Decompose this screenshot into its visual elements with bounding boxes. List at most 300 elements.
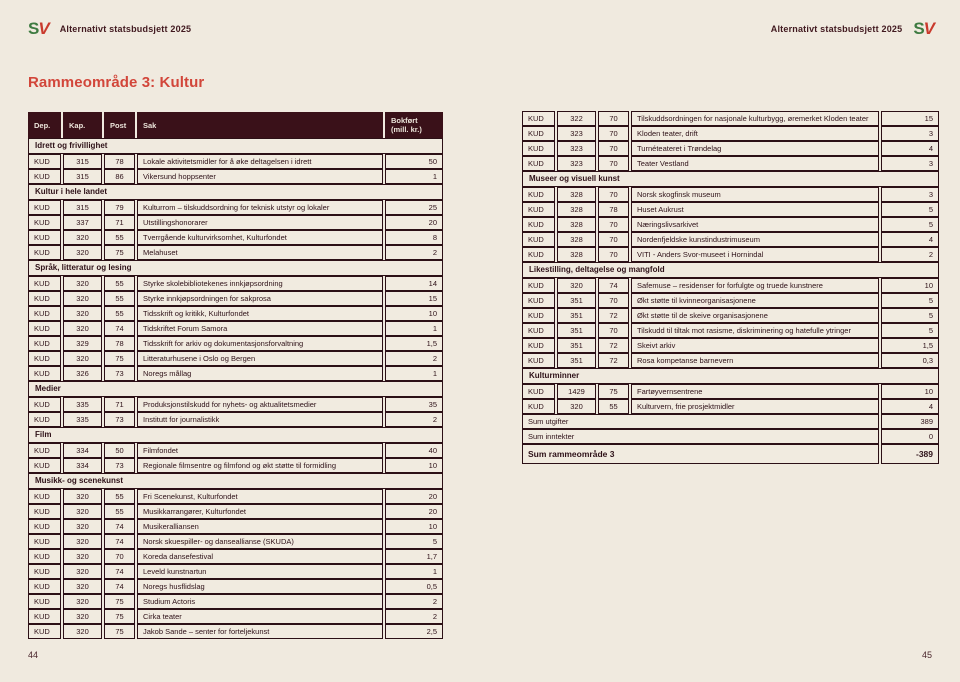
document-header-title: Alternativt statsbudsjett 2025 — [770, 23, 903, 34]
cell-value: 2 — [385, 594, 443, 609]
cell-post: 72 — [598, 353, 629, 368]
cell-kap: 351 — [557, 353, 596, 368]
cell-dep: KUD — [522, 126, 555, 141]
cell-post: 71 — [104, 215, 135, 230]
cell-sak: Turnéteateret i Trøndelag — [631, 141, 879, 156]
cell-dep: KUD — [522, 217, 555, 232]
cell-dep: KUD — [28, 397, 61, 412]
cell-kap: 320 — [63, 351, 102, 366]
cell-post: 70 — [598, 141, 629, 156]
budget-row — [522, 156, 939, 171]
cell-dep: KUD — [522, 141, 555, 156]
cell-post: 75 — [104, 245, 135, 260]
cell-kap: 320 — [63, 519, 102, 534]
budget-row — [522, 353, 939, 368]
sv-logo — [28, 20, 49, 37]
cell-value: 1 — [385, 169, 443, 184]
cell-sak: Utstillingshonorarer — [137, 215, 383, 230]
budget-table-body-right — [522, 111, 939, 464]
cell-value: 10 — [385, 519, 443, 534]
budget-row — [28, 397, 443, 412]
cell-post: 71 — [104, 397, 135, 412]
cell-sak: Fri Scenekunst, Kulturfondet — [137, 489, 383, 504]
cell-sak: Noregs mållag — [137, 366, 383, 381]
cell-kap: 334 — [63, 458, 102, 473]
cell-sak: Leveld kunstnartun — [137, 564, 383, 579]
section-label: Medier — [28, 381, 443, 397]
cell-sak: Økt støtte til kvinneorganisasjonene — [631, 293, 879, 308]
cell-kap: 320 — [557, 399, 596, 414]
budget-table-page-45 — [520, 111, 941, 464]
cell-kap: 320 — [63, 594, 102, 609]
cell-kap: 320 — [63, 534, 102, 549]
cell-kap: 1429 — [557, 384, 596, 399]
cell-sak: Kulturvern, frie prosjektmidler — [631, 399, 879, 414]
cell-dep: KUD — [28, 351, 61, 366]
cell-dep: KUD — [28, 549, 61, 564]
cell-value: 0,3 — [881, 353, 939, 368]
budget-row — [28, 504, 443, 519]
budget-row — [28, 564, 443, 579]
cell-post: 78 — [104, 154, 135, 169]
cell-dep: KUD — [28, 534, 61, 549]
budget-row — [28, 458, 443, 473]
cell-dep: KUD — [28, 504, 61, 519]
budget-row — [28, 443, 443, 458]
cell-sak: Tidsskrift og kritikk, Kulturfondet — [137, 306, 383, 321]
cell-kap: 335 — [63, 412, 102, 427]
cell-post: 70 — [598, 217, 629, 232]
cell-dep: KUD — [28, 624, 61, 639]
cell-post: 55 — [598, 399, 629, 414]
budget-row — [28, 306, 443, 321]
cell-post: 70 — [598, 323, 629, 338]
sv-logo-letter-v: V — [923, 19, 934, 38]
cell-post: 70 — [104, 549, 135, 564]
cell-dep: KUD — [28, 412, 61, 427]
section-row — [28, 473, 443, 489]
cell-sak: Styrke skolebibliotekenes innkjøpsordning — [137, 276, 383, 291]
cell-post: 50 — [104, 443, 135, 458]
cell-post: 75 — [104, 351, 135, 366]
cell-sak: Tverrgående kulturvirksomhet, Kulturfondet — [137, 230, 383, 245]
section-label: Kultur i hele landet — [28, 184, 443, 200]
budget-row — [28, 489, 443, 504]
budget-row — [522, 399, 939, 414]
budget-table-body-left — [28, 138, 443, 639]
cell-post: 55 — [104, 504, 135, 519]
budget-row — [28, 154, 443, 169]
cell-kap: 320 — [63, 564, 102, 579]
cell-sak: Safemuse – residenser for forfulgte og truede kunstnere — [631, 278, 879, 293]
cell-dep: KUD — [28, 321, 61, 336]
budget-row — [28, 351, 443, 366]
cell-sak: Melahuset — [137, 245, 383, 260]
budget-row — [522, 247, 939, 262]
cell-value: 1 — [385, 564, 443, 579]
budget-row — [522, 126, 939, 141]
cell-dep: KUD — [28, 245, 61, 260]
budget-row — [28, 366, 443, 381]
header-row — [28, 112, 443, 138]
page-number-left: 44 — [28, 650, 39, 660]
cell-dep: KUD — [28, 169, 61, 184]
cell-post: 73 — [104, 366, 135, 381]
sv-logo-letter-s: S — [28, 19, 39, 38]
cell-dep: KUD — [28, 154, 61, 169]
cell-sak: Tilskudd til tiltak mot rasisme, diskriminering og hatefulle ytringer — [631, 323, 879, 338]
cell-post: 73 — [104, 412, 135, 427]
cell-kap: 320 — [63, 549, 102, 564]
cell-sak: Lokale aktivitetsmidler for å øke deltagelsen i idrett — [137, 154, 383, 169]
cell-value: 5 — [881, 323, 939, 338]
cell-value: 5 — [385, 534, 443, 549]
budget-row — [522, 187, 939, 202]
cell-kap: 320 — [63, 230, 102, 245]
sv-logo — [913, 20, 934, 37]
cell-sak: Tilskuddsordningen for nasjonale kulturbygg, øremerket Kloden teater — [631, 111, 879, 126]
budget-row — [522, 232, 939, 247]
budget-row — [522, 278, 939, 293]
cell-kap: 320 — [63, 276, 102, 291]
budget-table-page-44 — [26, 112, 445, 639]
cell-value: 2 — [881, 247, 939, 262]
section-label: Likestilling, deltagelse og mangfold — [522, 262, 939, 278]
cell-value: 5 — [881, 202, 939, 217]
cell-value: 10 — [881, 384, 939, 399]
cell-dep: KUD — [522, 323, 555, 338]
cell-dep: KUD — [28, 336, 61, 351]
section-label: Museer og visuell kunst — [522, 171, 939, 187]
cell-value: 2 — [385, 412, 443, 427]
document-header-title: Alternativt statsbudsjett 2025 — [59, 23, 192, 34]
cell-dep: KUD — [28, 519, 61, 534]
cell-sak: Musikeralliansen — [137, 519, 383, 534]
cell-value: 8 — [385, 230, 443, 245]
cell-value: 50 — [385, 154, 443, 169]
page-header-left — [28, 20, 191, 37]
budget-row — [522, 141, 939, 156]
cell-sak: Norsk skogfinsk museum — [631, 187, 879, 202]
cell-sak: Teater Vestland — [631, 156, 879, 171]
cell-post: 75 — [104, 609, 135, 624]
budget-row — [28, 549, 443, 564]
budget-row — [28, 609, 443, 624]
cell-value: 5 — [881, 293, 939, 308]
cell-sak: Produksjonstilskudd for nyhets- og aktualitetsmedier — [137, 397, 383, 412]
cell-value: 10 — [385, 306, 443, 321]
sum-label: Sum rammeområde 3 — [522, 444, 879, 464]
cell-value: 3 — [881, 187, 939, 202]
cell-kap: 320 — [63, 291, 102, 306]
col-header-bokfort — [385, 112, 443, 138]
section-row — [28, 184, 443, 200]
budget-row — [28, 519, 443, 534]
cell-value: 4 — [881, 232, 939, 247]
budget-row — [28, 215, 443, 230]
cell-dep: KUD — [28, 609, 61, 624]
budget-row — [522, 308, 939, 323]
cell-value: 2 — [385, 351, 443, 366]
cell-post: 73 — [104, 458, 135, 473]
cell-post: 72 — [598, 308, 629, 323]
budget-row — [28, 230, 443, 245]
budget-row — [522, 217, 939, 232]
cell-post: 70 — [598, 232, 629, 247]
cell-post: 78 — [104, 336, 135, 351]
section-row — [28, 138, 443, 154]
cell-sak: Studium Actoris — [137, 594, 383, 609]
cell-sak: Litteraturhusene i Oslo og Bergen — [137, 351, 383, 366]
cell-value: 5 — [881, 217, 939, 232]
sum-total-row — [522, 444, 939, 464]
cell-kap: 320 — [63, 504, 102, 519]
cell-value: 20 — [385, 504, 443, 519]
cell-dep: KUD — [522, 353, 555, 368]
page-number-right: 45 — [921, 650, 932, 660]
budget-row — [28, 245, 443, 260]
cell-dep: KUD — [28, 366, 61, 381]
cell-post: 55 — [104, 291, 135, 306]
section-row — [522, 262, 939, 278]
cell-kap: 328 — [557, 187, 596, 202]
section-label: Kulturminner — [522, 368, 939, 384]
cell-post: 74 — [104, 519, 135, 534]
sum-label: Sum inntekter — [522, 429, 879, 444]
cell-post: 75 — [104, 624, 135, 639]
cell-kap: 328 — [557, 202, 596, 217]
cell-post: 70 — [598, 187, 629, 202]
section-row — [28, 427, 443, 443]
budget-row — [28, 579, 443, 594]
section-row — [522, 171, 939, 187]
cell-value: 2 — [385, 609, 443, 624]
cell-dep: KUD — [28, 579, 61, 594]
budget-row — [28, 321, 443, 336]
budget-row — [522, 384, 939, 399]
cell-value: 2,5 — [385, 624, 443, 639]
cell-kap: 337 — [63, 215, 102, 230]
cell-sak: Vikersund hoppsenter — [137, 169, 383, 184]
cell-value: 3 — [881, 126, 939, 141]
cell-kap: 315 — [63, 200, 102, 215]
cell-kap: 328 — [557, 232, 596, 247]
cell-sak: Rosa kompetanse barnevern — [631, 353, 879, 368]
cell-dep: KUD — [28, 306, 61, 321]
cell-dep: KUD — [522, 247, 555, 262]
col-header-bokfort-line1: Bokført — [391, 116, 418, 125]
cell-dep: KUD — [28, 200, 61, 215]
cell-dep: KUD — [522, 399, 555, 414]
cell-kap: 328 — [557, 217, 596, 232]
cell-value: 35 — [385, 397, 443, 412]
cell-sak: Tidsskrift for arkiv og dokumentasjonsforvaltning — [137, 336, 383, 351]
cell-post: 70 — [598, 126, 629, 141]
col-header-bokfort-line2: (mill. kr.) — [391, 125, 422, 134]
cell-post: 55 — [104, 230, 135, 245]
cell-kap: 315 — [63, 154, 102, 169]
cell-dep: KUD — [28, 458, 61, 473]
cell-kap: 351 — [557, 308, 596, 323]
cell-dep: KUD — [28, 564, 61, 579]
cell-value: 1,5 — [881, 338, 939, 353]
cell-kap: 323 — [557, 156, 596, 171]
cell-value: 1,5 — [385, 336, 443, 351]
cell-post: 75 — [104, 594, 135, 609]
sv-logo-letter-s: S — [913, 19, 924, 38]
cell-post: 70 — [598, 293, 629, 308]
cell-post: 74 — [598, 278, 629, 293]
cell-dep: KUD — [28, 276, 61, 291]
sum-row — [522, 429, 939, 444]
cell-value: 10 — [881, 278, 939, 293]
page-title: Rammeområde 3: Kultur — [28, 74, 205, 91]
col-header-dep: Dep. — [28, 112, 61, 138]
cell-post: 55 — [104, 489, 135, 504]
cell-post: 78 — [598, 202, 629, 217]
budget-row — [522, 111, 939, 126]
cell-kap: 320 — [557, 278, 596, 293]
cell-value: 4 — [881, 141, 939, 156]
cell-dep: KUD — [522, 187, 555, 202]
cell-sak: Koreda dansefestival — [137, 549, 383, 564]
cell-kap: 320 — [63, 489, 102, 504]
sum-row — [522, 414, 939, 429]
cell-sak: Skeivt arkiv — [631, 338, 879, 353]
cell-sak: Huset Aukrust — [631, 202, 879, 217]
cell-value: 1 — [385, 321, 443, 336]
cell-kap: 322 — [557, 111, 596, 126]
cell-value: 1 — [385, 366, 443, 381]
cell-post: 75 — [598, 384, 629, 399]
sum-value: 389 — [881, 414, 939, 429]
cell-value: 40 — [385, 443, 443, 458]
cell-post: 70 — [598, 111, 629, 126]
cell-post: 74 — [104, 321, 135, 336]
cell-post: 70 — [598, 247, 629, 262]
cell-kap: 320 — [63, 624, 102, 639]
sum-value: 0 — [881, 429, 939, 444]
cell-sak: Kloden teater, drift — [631, 126, 879, 141]
cell-dep: KUD — [28, 291, 61, 306]
col-header-kap: Kap. — [63, 112, 102, 138]
cell-dep: KUD — [28, 230, 61, 245]
cell-kap: 315 — [63, 169, 102, 184]
cell-post: 74 — [104, 564, 135, 579]
budget-row — [522, 338, 939, 353]
cell-value: 4 — [881, 399, 939, 414]
cell-sak: Økt støtte til de skeive organisasjonene — [631, 308, 879, 323]
cell-sak: Næringslivsarkivet — [631, 217, 879, 232]
cell-dep: KUD — [522, 111, 555, 126]
sum-value: -389 — [881, 444, 939, 464]
cell-dep: KUD — [522, 308, 555, 323]
section-row — [28, 260, 443, 276]
cell-value: 20 — [385, 215, 443, 230]
cell-value: 2 — [385, 245, 443, 260]
cell-sak: Institutt for journalistikk — [137, 412, 383, 427]
cell-sak: Nordenfjeldske kunstindustrimuseum — [631, 232, 879, 247]
col-header-post: Post — [104, 112, 135, 138]
budget-row — [28, 276, 443, 291]
section-label: Idrett og frivillighet — [28, 138, 443, 154]
cell-sak: Musikkarrangører, Kulturfondet — [137, 504, 383, 519]
cell-kap: 320 — [63, 321, 102, 336]
cell-kap: 335 — [63, 397, 102, 412]
cell-kap: 320 — [63, 579, 102, 594]
cell-dep: KUD — [522, 156, 555, 171]
cell-dep: KUD — [522, 338, 555, 353]
cell-sak: Regionale filmsentre og filmfond og økt støtte til formidling — [137, 458, 383, 473]
cell-sak: Fartøyvernsentrene — [631, 384, 879, 399]
cell-kap: 351 — [557, 338, 596, 353]
page-header-right — [771, 20, 934, 37]
cell-sak: Kulturrom – tilskuddsordning for teknisk utstyr og lokaler — [137, 200, 383, 215]
cell-sak: Noregs husflidslag — [137, 579, 383, 594]
cell-kap: 351 — [557, 323, 596, 338]
cell-kap: 320 — [63, 245, 102, 260]
cell-sak: Tidskriftet Forum Samora — [137, 321, 383, 336]
cell-dep: KUD — [522, 202, 555, 217]
cell-value: 15 — [385, 291, 443, 306]
cell-dep: KUD — [522, 278, 555, 293]
budget-row — [522, 323, 939, 338]
cell-kap: 328 — [557, 247, 596, 262]
budget-row — [28, 624, 443, 639]
section-row — [522, 368, 939, 384]
budget-row — [522, 202, 939, 217]
cell-sak: VITI - Anders Svor-museet i Hornindal — [631, 247, 879, 262]
cell-value: 10 — [385, 458, 443, 473]
cell-dep: KUD — [28, 443, 61, 458]
budget-row — [28, 169, 443, 184]
cell-value: 25 — [385, 200, 443, 215]
cell-kap: 320 — [63, 609, 102, 624]
cell-kap: 320 — [63, 306, 102, 321]
cell-post: 55 — [104, 306, 135, 321]
cell-kap: 326 — [63, 366, 102, 381]
cell-kap: 329 — [63, 336, 102, 351]
cell-kap: 323 — [557, 126, 596, 141]
cell-dep: KUD — [28, 594, 61, 609]
cell-post: 55 — [104, 276, 135, 291]
budget-table-header — [28, 112, 443, 138]
cell-dep: KUD — [522, 293, 555, 308]
cell-post: 74 — [104, 579, 135, 594]
cell-value: 20 — [385, 489, 443, 504]
cell-sak: Filmfondet — [137, 443, 383, 458]
cell-post: 74 — [104, 534, 135, 549]
cell-sak: Styrke innkjøpsordningen for sakprosa — [137, 291, 383, 306]
budget-row — [28, 291, 443, 306]
budget-row — [522, 293, 939, 308]
cell-post: 79 — [104, 200, 135, 215]
cell-post: 86 — [104, 169, 135, 184]
section-label: Musikk- og scenekunst — [28, 473, 443, 489]
cell-sak: Jakob Sande – senter for forteljekunst — [137, 624, 383, 639]
cell-post: 70 — [598, 156, 629, 171]
cell-value: 14 — [385, 276, 443, 291]
cell-value: 0,5 — [385, 579, 443, 594]
cell-sak: Norsk skuespiller- og danseallianse (SKUDA) — [137, 534, 383, 549]
section-label: Språk, litteratur og lesing — [28, 260, 443, 276]
cell-dep: KUD — [522, 384, 555, 399]
budget-row — [28, 534, 443, 549]
cell-dep: KUD — [28, 489, 61, 504]
cell-kap: 351 — [557, 293, 596, 308]
budget-row — [28, 200, 443, 215]
cell-value: 1,7 — [385, 549, 443, 564]
